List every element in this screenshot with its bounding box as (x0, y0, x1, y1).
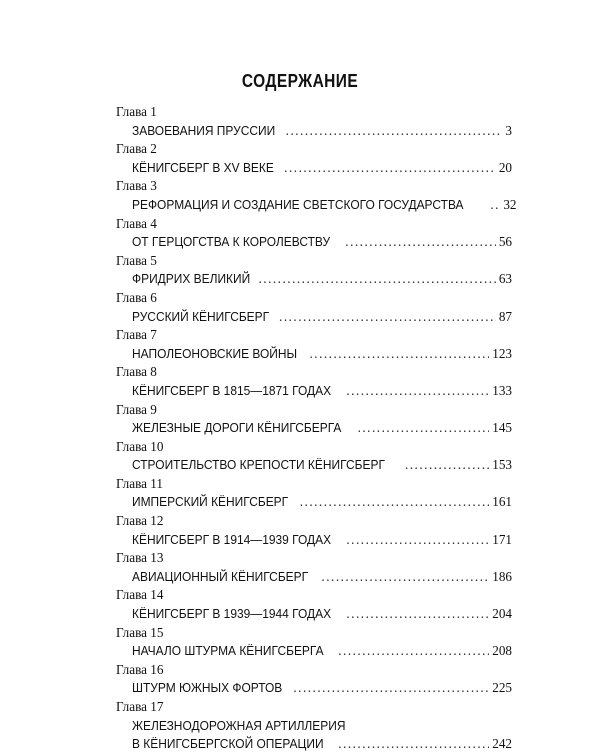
page-number: 225 (492, 680, 512, 696)
chapter-title-line2: В КЁНИГСБЕРГСКОЙ ОПЕРАЦИИ (132, 736, 324, 752)
dot-leader (338, 735, 489, 754)
dot-leader (346, 605, 489, 624)
page-number: 56 (498, 234, 512, 250)
chapter-entry (116, 642, 512, 661)
chapter-title: КЁНИГСБЕРГ В XV ВЕКЕ (132, 159, 274, 175)
toc-chapter (116, 624, 512, 661)
chapter-title: ЖЕЛЕЗНЫЕ ДОРОГИ КЁНИГСБЕРГА (132, 420, 342, 436)
page-number: 186 (492, 568, 512, 584)
page-number: 242 (492, 736, 512, 752)
chapter-title: СТРОИТЕЛЬСТВО КРЕПОСТИ КЁНИГСБЕРГ (132, 457, 385, 473)
chapter-entry (116, 679, 512, 698)
dot-leader (358, 419, 490, 438)
toc-chapter (116, 252, 512, 289)
toc-chapter (116, 661, 512, 698)
dot-leader (284, 159, 496, 178)
chapter-entry (116, 456, 512, 475)
toc-chapter (116, 475, 512, 512)
chapter-label: Глава 14 (116, 587, 164, 603)
page-title: СОДЕРЖАНИЕ (241, 71, 359, 91)
chapter-label: Глава 7 (116, 327, 157, 343)
chapter-title: КЁНИГСБЕРГ В 1815—1871 ГОДАХ (132, 382, 332, 398)
chapter-title: КЁНИГСБЕРГ В 1939—1944 ГОДАХ (132, 606, 332, 622)
toc-chapter (116, 177, 517, 214)
page-number: 171 (492, 531, 512, 547)
chapter-label: Глава 12 (116, 513, 164, 529)
dot-leader (258, 270, 495, 289)
toc-chapter (116, 103, 512, 140)
chapter-entry (116, 196, 517, 215)
page-number: 204 (492, 606, 512, 622)
chapter-entry (116, 568, 512, 587)
toc-chapter (116, 401, 512, 438)
chapter-label: Глава 3 (116, 178, 157, 194)
chapter-label: Глава 1 (116, 104, 157, 119)
chapter-label: Глава 9 (116, 401, 157, 417)
chapter-label: Глава 16 (116, 661, 164, 677)
toc-chapter (116, 586, 512, 623)
toc-chapter (116, 438, 512, 475)
dot-leader (346, 382, 489, 401)
dot-leader (346, 531, 489, 550)
chapter-entry (116, 419, 512, 438)
page-number: 153 (492, 457, 512, 473)
chapter-entry (116, 605, 512, 624)
dot-leader (405, 456, 489, 475)
chapter-entry (116, 270, 512, 289)
chapter-title: АВИАЦИОННЫЙ КЁНИГСБЕРГ (132, 568, 309, 584)
chapter-label: Глава 13 (116, 550, 164, 566)
table-of-contents (116, 103, 517, 754)
chapter-title: ОТ ГЕРЦОГСТВА К КОРОЛЕВСТВУ (132, 234, 331, 250)
page-number: 87 (498, 308, 512, 324)
chapter-entry (116, 493, 512, 512)
chapter-title: ШТУРМ ЮЖНЫХ ФОРТОВ (132, 680, 283, 696)
page-number: 123 (492, 345, 512, 361)
chapter-label: Глава 15 (116, 624, 164, 640)
chapter-title: ИМПЕРСКИЙ КЁНИГСБЕРГ (132, 494, 289, 510)
chapter-title: РУССКИЙ КЁНИГСБЕРГ (132, 308, 270, 324)
toc-chapter (116, 326, 512, 363)
dot-leader (309, 345, 489, 364)
chapter-entry (116, 233, 512, 252)
page-number: 20 (498, 159, 512, 175)
dot-leader (338, 642, 489, 661)
chapter-entry (116, 308, 512, 327)
toc-chapter (116, 512, 512, 549)
chapter-entry (116, 382, 512, 401)
dot-leader (300, 493, 490, 512)
page-number: 3 (505, 122, 512, 138)
toc-chapter (116, 289, 512, 326)
toc-chapter (116, 363, 512, 400)
dot-leader (293, 679, 489, 698)
chapter-label: Глава 4 (116, 215, 157, 231)
chapter-label: Глава 10 (116, 438, 164, 454)
chapter-title: РЕФОРМАЦИЯ И СОЗДАНИЕ СВЕТСКОГО ГОСУДАРСТВА (132, 196, 464, 212)
page-number: 161 (492, 494, 512, 510)
page-number: 208 (492, 643, 512, 659)
chapter-label: Глава 5 (116, 252, 157, 268)
chapter-title-line1: ЖЕЛЕЗНОДОРОЖНАЯ АРТИЛЛЕРИЯ (132, 717, 346, 733)
page-number: 32 (503, 196, 517, 212)
dot-leader (490, 196, 500, 215)
dot-leader (321, 568, 489, 587)
chapter-title: ЗАВОЕВАНИЯ ПРУССИИ (132, 122, 276, 138)
page-number: 133 (492, 382, 512, 398)
chapter-title: НАЧАЛО ШТУРМА КЁНИГСБЕРГА (132, 643, 324, 659)
chapter-title: НАПОЛЕОНОВСКИЕ ВОЙНЫ (132, 345, 298, 361)
chapter-label: Глава 17 (116, 699, 164, 714)
chapter-entry (116, 122, 512, 141)
chapter-entry (116, 345, 512, 364)
chapter-label: Глава 2 (116, 141, 157, 157)
toc-chapter (116, 549, 512, 586)
toc-chapter-last (116, 698, 512, 754)
chapter-entry (116, 717, 512, 754)
chapter-title: ФРИДРИХ ВЕЛИКИЙ (132, 271, 251, 287)
dot-leader (279, 308, 496, 327)
dot-leader (286, 122, 503, 141)
page-number: 63 (498, 271, 512, 287)
page-number: 145 (492, 420, 512, 436)
toc-chapter (116, 140, 512, 177)
chapter-label: Глава 11 (116, 475, 163, 491)
toc-chapter (116, 215, 512, 252)
dot-leader (345, 233, 496, 252)
chapter-label: Глава 8 (116, 364, 157, 380)
chapter-entry (116, 159, 512, 178)
chapter-label: Глава 6 (116, 289, 157, 305)
chapter-title: КЁНИГСБЕРГ В 1914—1939 ГОДАХ (132, 531, 332, 547)
chapter-entry (116, 531, 512, 550)
